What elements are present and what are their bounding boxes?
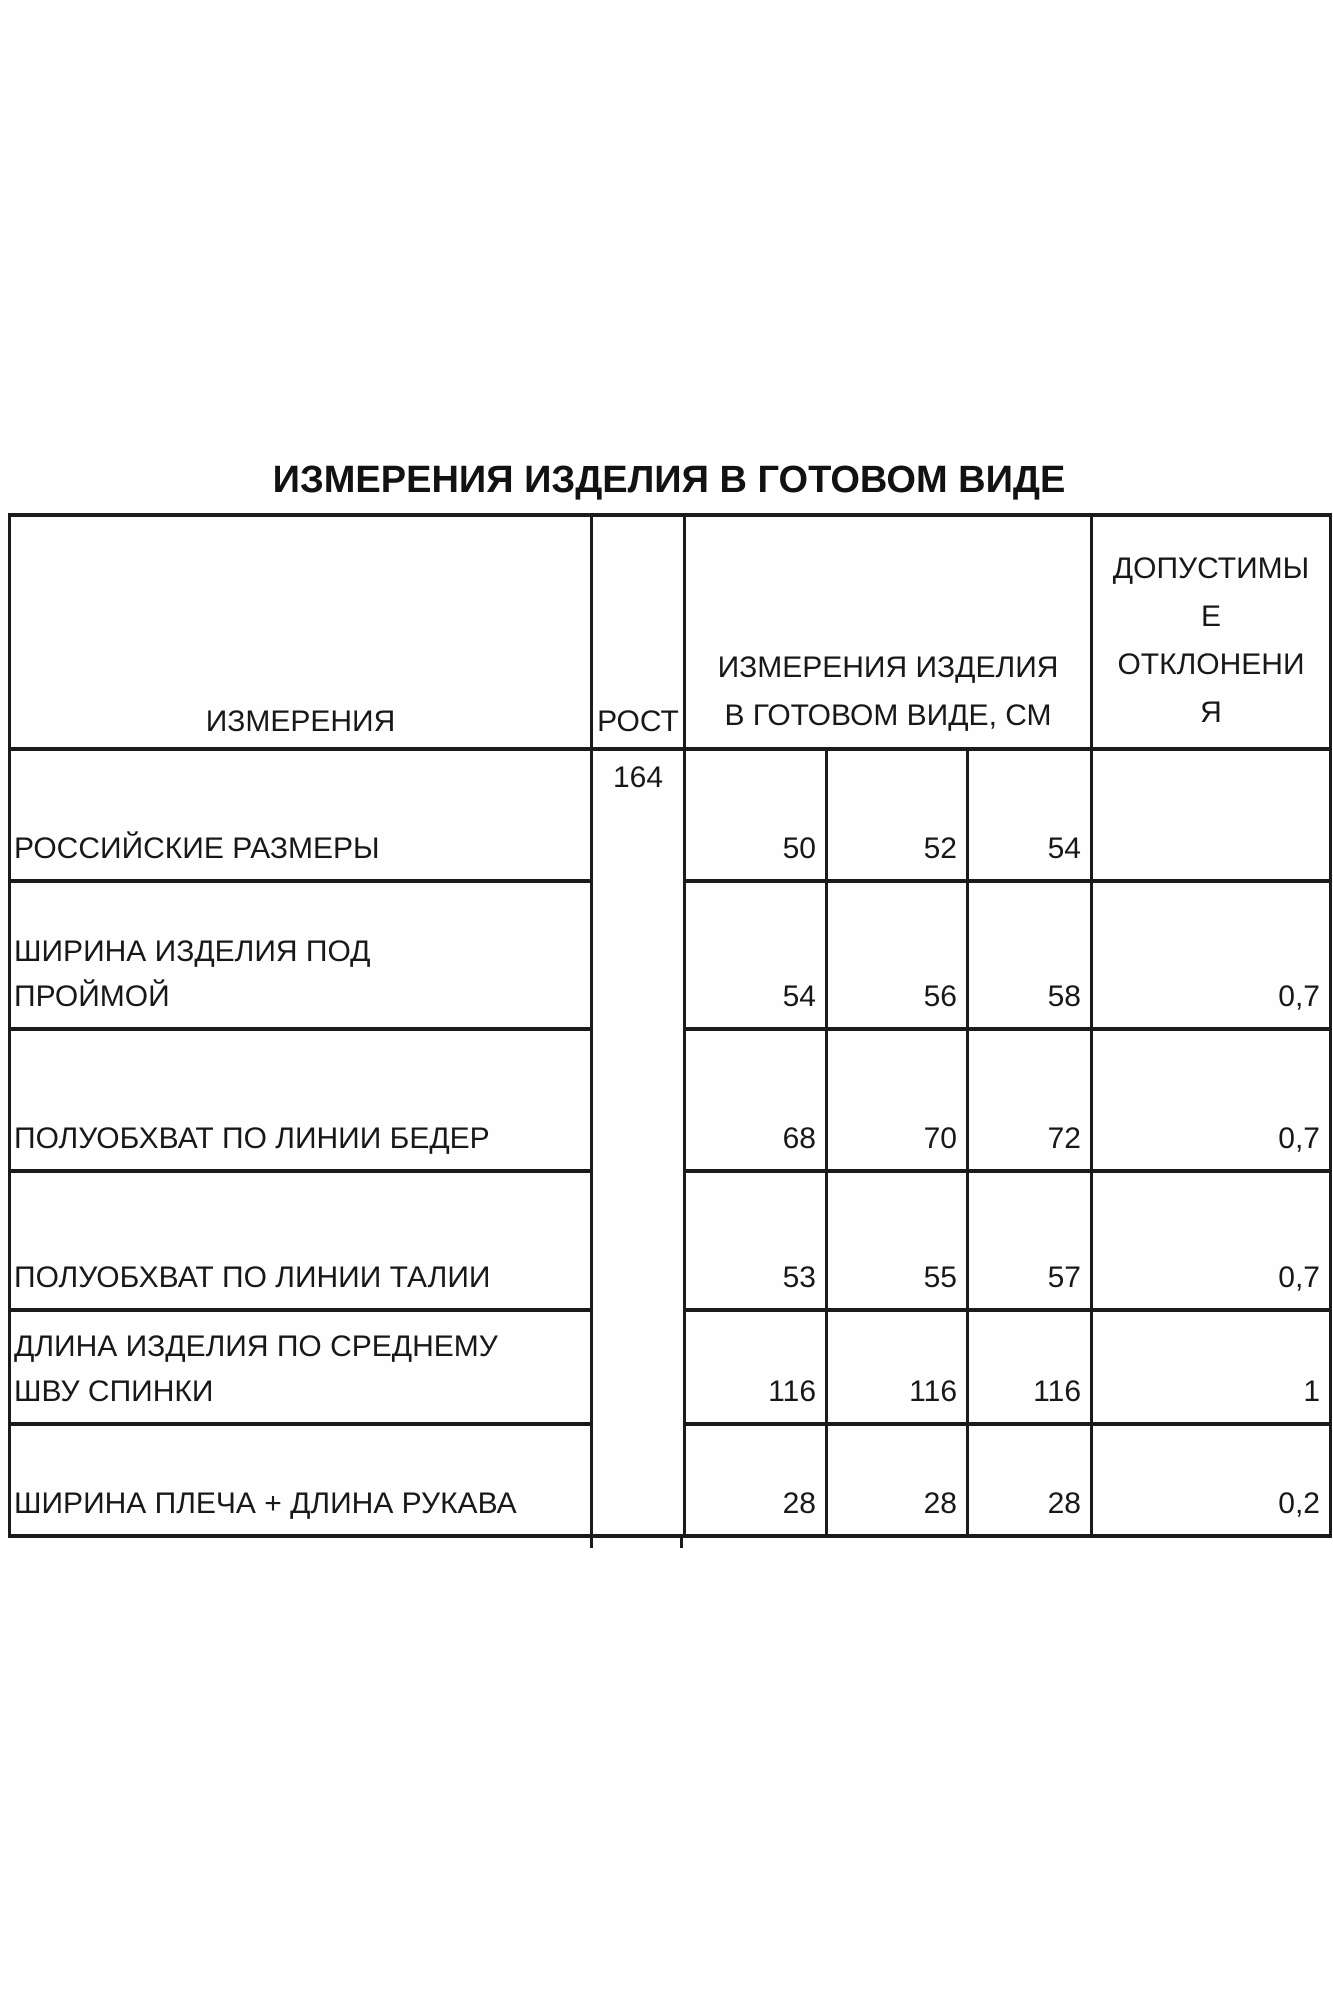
value-size-50: 53	[782, 1261, 816, 1294]
row-label-line: РОССИЙСКИЕ РАЗМЕРЫ	[14, 832, 380, 865]
row-value	[828, 1312, 969, 1426]
header-finished-line-1: ИЗМЕРЕНИЯ ИЗДЕЛИЯ	[717, 651, 1059, 684]
header-cell-finished-measurements	[686, 517, 1093, 751]
row-value	[686, 1312, 828, 1426]
row-label	[11, 751, 593, 883]
row-value	[686, 1426, 828, 1534]
row-value	[828, 883, 969, 1031]
row-label-line: ШИРИНА ПЛЕЧА + ДЛИНА РУКАВА	[14, 1487, 517, 1520]
row-deviation	[1093, 1426, 1329, 1534]
row-label	[11, 883, 593, 1031]
row-value	[828, 1173, 969, 1312]
deviation-value: 0,2	[1278, 1487, 1320, 1520]
row-label	[11, 1173, 593, 1312]
header-deviation-line-3: ОТКЛОНЕНИ	[1117, 648, 1305, 681]
deviation-value: 1	[1303, 1375, 1320, 1408]
row-value	[828, 1031, 969, 1173]
row-label	[11, 1031, 593, 1173]
row-deviation	[1093, 1312, 1329, 1426]
row-value	[969, 883, 1093, 1031]
row-deviation	[1093, 883, 1329, 1031]
value-size-54: 72	[1047, 1122, 1081, 1155]
size-table	[8, 513, 1332, 1538]
value-size-52: 55	[923, 1261, 957, 1294]
value-size-52: 28	[923, 1487, 957, 1520]
value-size-52: 116	[909, 1375, 957, 1408]
row-value	[969, 1312, 1093, 1426]
value-size-54: 57	[1047, 1261, 1081, 1294]
rost-value-cell	[593, 751, 686, 1534]
value-size-50: 116	[768, 1375, 816, 1408]
row-value	[686, 751, 828, 883]
row-label-line: ПРОЙМОЙ	[14, 980, 170, 1013]
header-cell-allowed-deviation	[1093, 517, 1329, 751]
value-size-50: 68	[782, 1122, 816, 1155]
row-deviation	[1093, 1173, 1329, 1312]
value-size-54: 116	[1033, 1375, 1081, 1408]
row-deviation	[1093, 751, 1329, 883]
header-deviation-line-2: Е	[1200, 600, 1221, 633]
header-measurements-label: ИЗМЕРЕНИЯ	[205, 705, 396, 738]
row-label-line: ДЛИНА ИЗДЕЛИЯ ПО СРЕДНЕМУ	[14, 1330, 498, 1363]
header-rost-label: РОСТ	[597, 705, 679, 738]
value-size-50: 50	[782, 832, 816, 865]
value-size-54: 54	[1047, 832, 1081, 865]
row-value	[969, 751, 1093, 883]
header-cell-measurements	[11, 517, 593, 751]
header-finished-line-2: В ГОТОВОМ ВИДЕ, СМ	[724, 699, 1052, 732]
row-value	[828, 751, 969, 883]
value-size-54: 28	[1047, 1487, 1081, 1520]
row-value	[969, 1173, 1093, 1312]
row-label-line: ПОЛУОБХВАТ ПО ЛИНИИ БЕДЕР	[14, 1122, 490, 1155]
row-value	[828, 1426, 969, 1534]
row-label	[11, 1312, 593, 1426]
row-value	[686, 1173, 828, 1312]
row-label-line: ШИРИНА ИЗДЕЛИЯ ПОД	[14, 935, 371, 968]
value-size-50: 28	[782, 1487, 816, 1520]
row-deviation	[1093, 1031, 1329, 1173]
value-size-54: 58	[1047, 980, 1081, 1013]
row-label	[11, 1426, 593, 1534]
rost-column-tail	[590, 1534, 683, 1548]
deviation-value: 0,7	[1278, 1261, 1320, 1294]
row-label-line: ПОЛУОБХВАТ ПО ЛИНИИ ТАЛИИ	[14, 1261, 491, 1294]
header-deviation-line-1: ДОПУСТИМЫ	[1112, 552, 1310, 585]
value-size-52: 56	[923, 980, 957, 1013]
value-size-52: 70	[923, 1122, 957, 1155]
header-cell-rost	[593, 517, 686, 751]
row-label-line: ШВУ СПИНКИ	[14, 1375, 214, 1408]
row-value	[969, 1031, 1093, 1173]
header-deviation-line-4: Я	[1200, 696, 1222, 729]
rost-value: 164	[612, 761, 664, 794]
row-value	[969, 1426, 1093, 1534]
value-size-52: 52	[923, 832, 957, 865]
page-title: ИЗМЕРЕНИЯ ИЗДЕЛИЯ В ГОТОВОМ ВИДЕ	[272, 459, 1066, 501]
row-value	[686, 883, 828, 1031]
deviation-value: 0,7	[1278, 1122, 1320, 1155]
value-size-50: 54	[782, 980, 816, 1013]
row-value	[686, 1031, 828, 1173]
deviation-value: 0,7	[1278, 980, 1320, 1013]
